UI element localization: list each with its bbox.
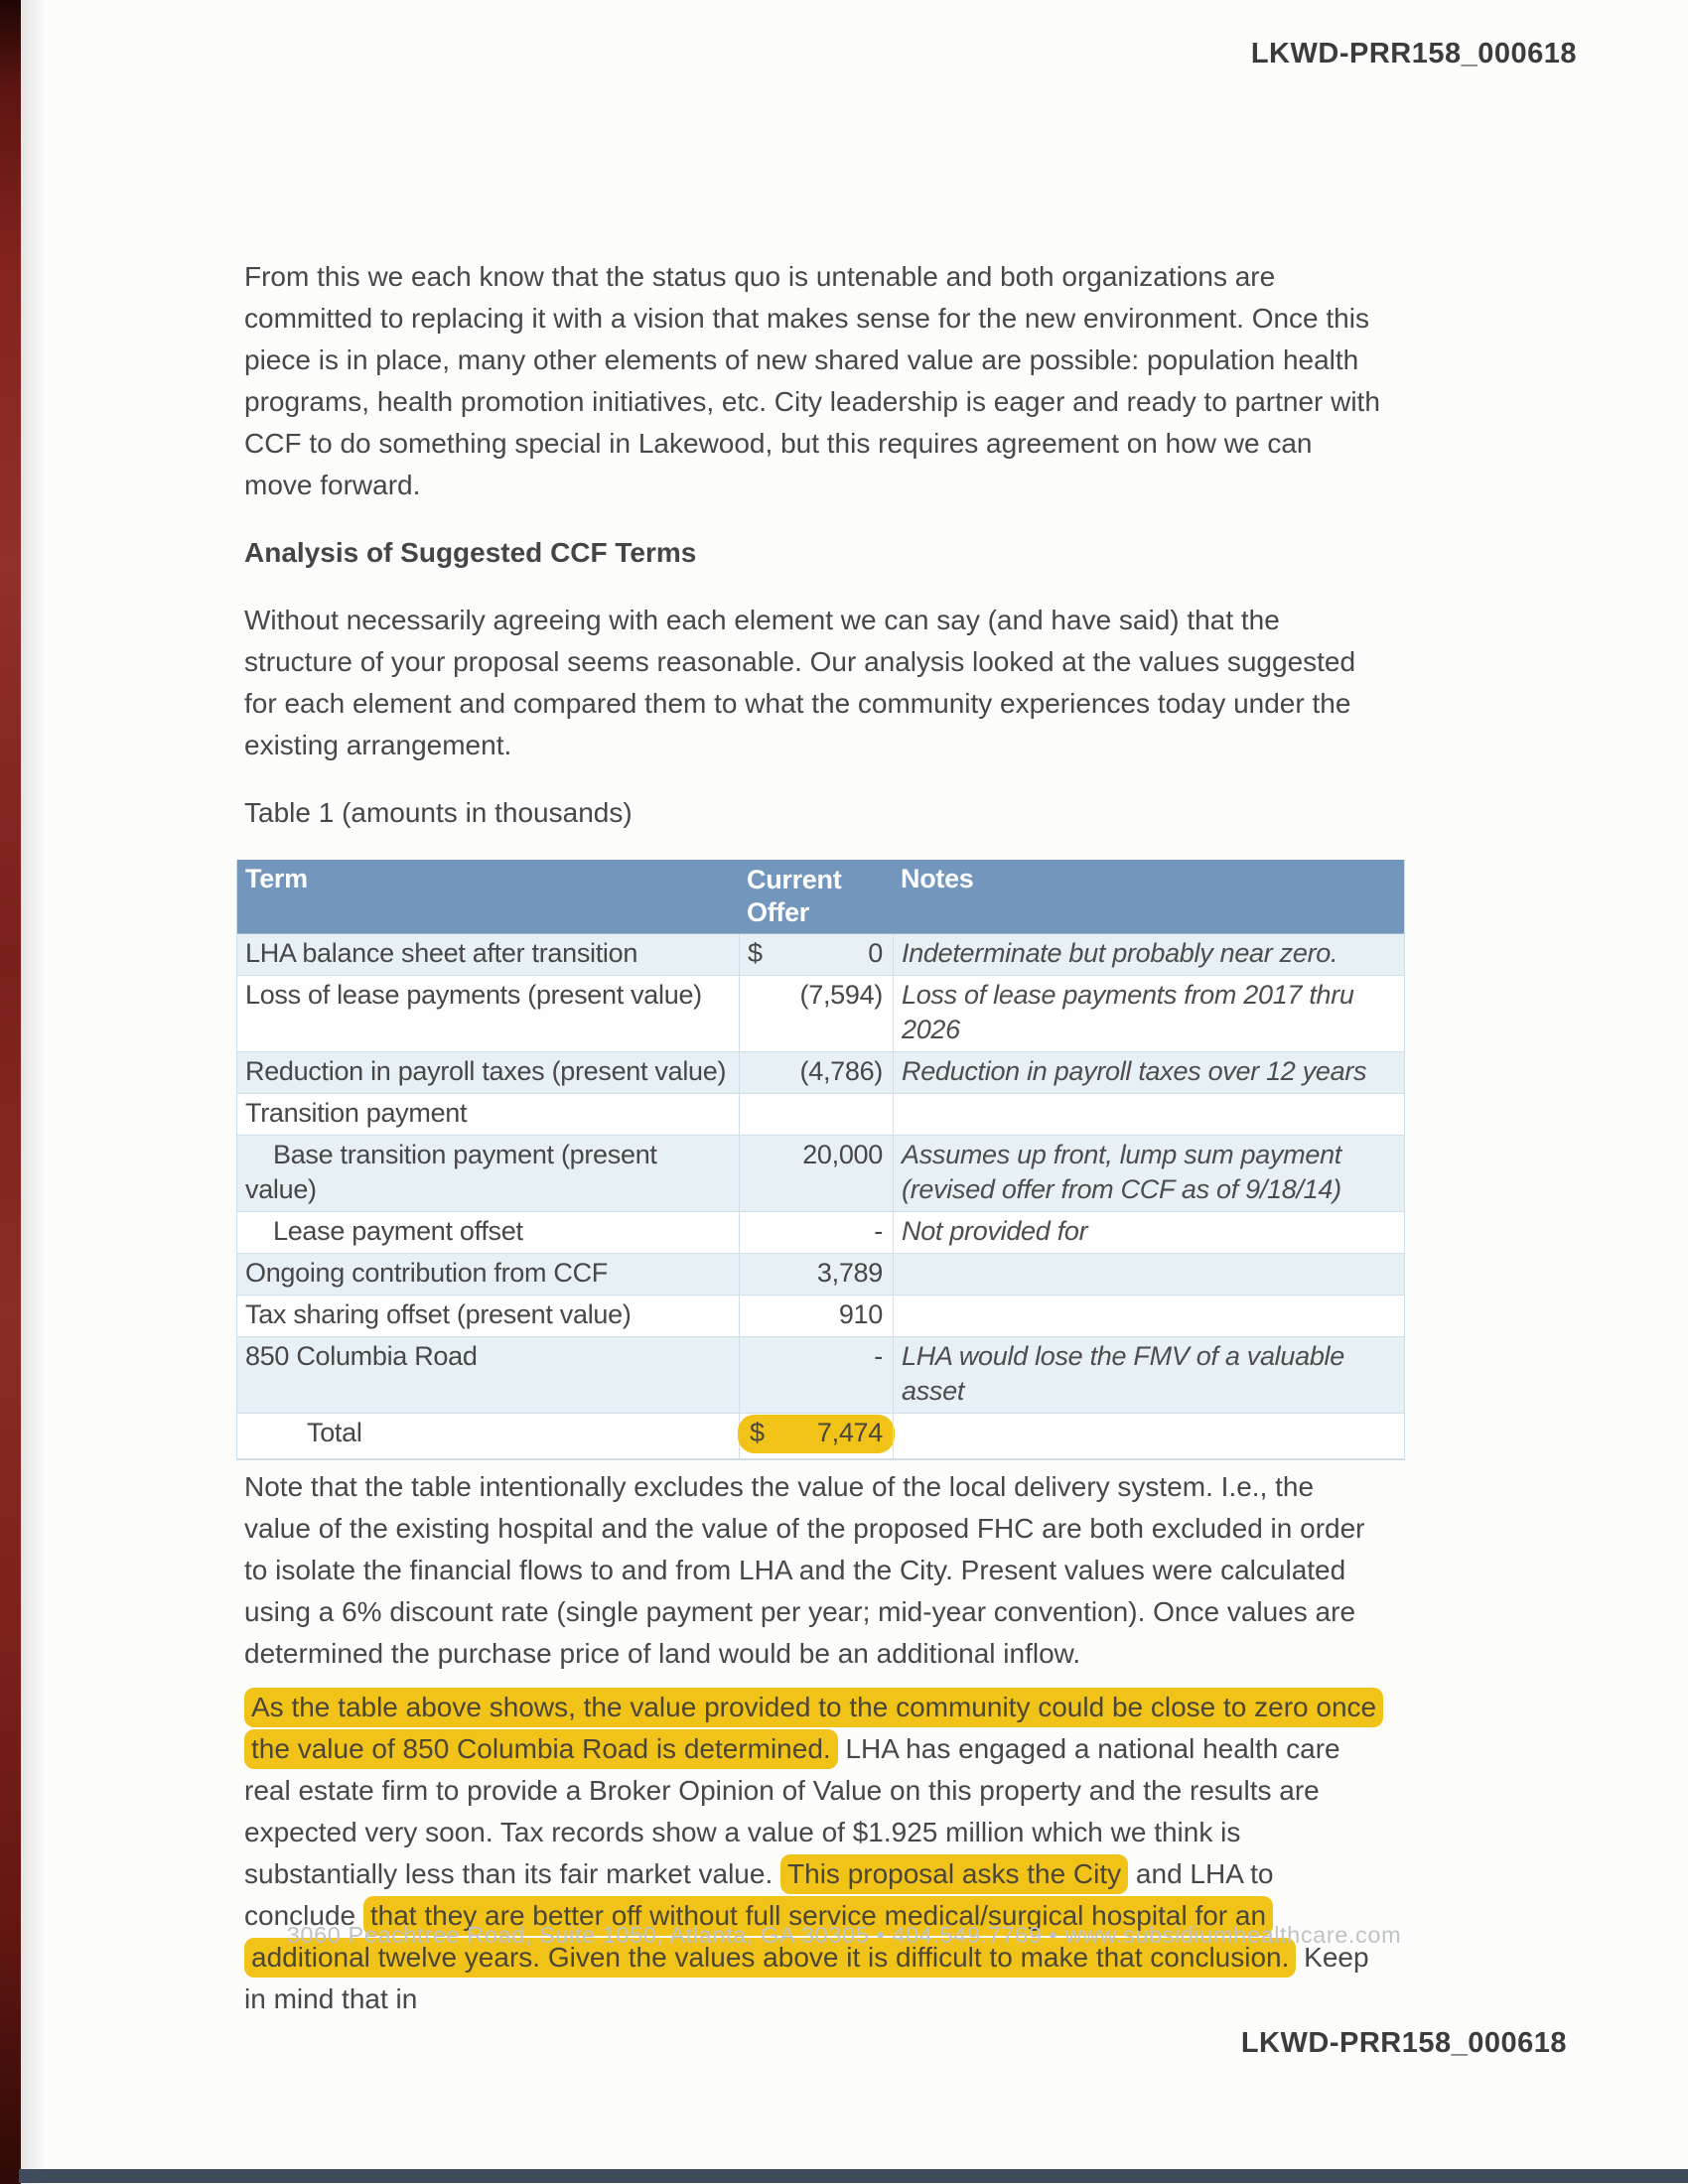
table-row	[237, 1337, 1404, 1414]
text-segment: and LHA to conclude	[244, 1858, 1274, 1931]
current-offer-cell	[739, 1337, 893, 1413]
offer-amount: (7,594)	[799, 980, 883, 1010]
offer-amount: (4,786)	[799, 1056, 883, 1086]
text-segment: LHA has engaged a national health care real estate firm to provide a Broker Opinion of Value on this property and the results are expected very soon. Tax records show a value of $1.925 million which we think is substantially less than its fair market value.	[244, 1733, 1340, 1889]
table-row	[237, 1296, 1404, 1337]
current-offer-cell	[739, 1254, 893, 1295]
currency-symbol: $	[750, 1418, 765, 1447]
table-row	[237, 1254, 1404, 1296]
offer-amount: 0	[868, 938, 883, 968]
term-cell: Lease payment offset	[273, 1216, 523, 1246]
table-row	[237, 1052, 1404, 1094]
table-row	[237, 1212, 1404, 1254]
notes-cell: LHA would lose the FMV of a valuable asset	[893, 1337, 1404, 1413]
total-highlight-pill	[738, 1415, 895, 1453]
notes-cell: Assumes up front, lump sum payment (revised offer from CCF as of 9/18/14)	[893, 1136, 1404, 1211]
footer-address: 3060 Peachtree Road, Suite 1050, Atlanta, GA 30305 • 404.549.7769 • www.subsidiumhealthcare.com	[286, 1922, 1402, 1948]
term-cell: Transition payment	[245, 1098, 468, 1128]
term-cell: Tax sharing offset (present value)	[245, 1299, 632, 1329]
document-body	[244, 256, 1386, 2046]
total-amount: 7,474	[816, 1418, 883, 1447]
table-row	[237, 976, 1404, 1052]
note-paragraph: Note that the table intentionally excludes the value of the local delivery system. I.e., the value of the existing hospital and the value of the proposed FHC are both excluded in order to isolate the financial flows to and from LHA and the City. Present values were calculated using a 6% discount rate (single payment per year; mid-year convention). Once values are determined the purchase price of land would be an additional inflow.	[244, 1471, 1365, 1669]
current-offer-cell	[739, 1212, 893, 1253]
table-row	[237, 934, 1404, 976]
terms-table	[236, 860, 1405, 1460]
term-cell: 850 Columbia Road	[245, 1341, 478, 1371]
offer-amount: 3,789	[816, 1258, 883, 1288]
notes-cell	[893, 1296, 1404, 1336]
bates-number-top: LKWD-PRR158_000618	[1250, 38, 1577, 69]
current-offer-cell	[739, 1414, 893, 1458]
notes-cell: Not provided for	[893, 1212, 1404, 1253]
offer-amount: -	[874, 1216, 883, 1246]
offer-amount	[748, 1096, 883, 1131]
term-cell: Loss of lease payments (present value)	[245, 980, 702, 1010]
notes-cell	[893, 1254, 1404, 1295]
offer-amount: 20,000	[802, 1140, 883, 1169]
current-offer-cell	[739, 976, 893, 1051]
header-cell-current-offer: Current Offer	[747, 865, 842, 927]
table-header-row	[237, 860, 1404, 934]
term-cell: Base transition payment (present value)	[245, 1140, 657, 1204]
current-offer-cell	[739, 1296, 893, 1336]
term-cell: Ongoing contribution from CCF	[245, 1258, 608, 1288]
highlighted-text-segment: This proposal asks the City	[780, 1854, 1128, 1894]
current-offer-cell	[739, 1136, 893, 1211]
section-heading: Analysis of Suggested CCF Terms	[244, 537, 697, 568]
header-cell-notes: Notes	[901, 864, 974, 893]
header-cell-term: Term	[245, 864, 308, 893]
scan-left-shadow	[21, 0, 47, 2184]
bates-number-bottom: LKWD-PRR158_000618	[1240, 2027, 1567, 2059]
notes-cell: Reduction in payroll taxes over 12 years	[893, 1052, 1404, 1093]
closing-paragraph	[244, 1687, 1386, 2020]
notes-cell: Indeterminate but probably near zero.	[893, 934, 1404, 975]
highlighted-text-segment: that they are better off without full service medical/surgical hospital for an additional twelve years. Given the values above it is difficult to make that conclusion.	[244, 1896, 1296, 1978]
table-row	[237, 1136, 1404, 1212]
table-row	[237, 1094, 1404, 1136]
notes-cell: Loss of lease payments from 2017 thru 2026	[893, 976, 1404, 1051]
paragraph-analysis: Without necessarily agreeing with each element we can say (and have said) that the structure of your proposal seems reasonable. Our analysis looked at the values suggested for each element and compared them to what the community experiences today under the existing arrangement.	[244, 605, 1356, 760]
scan-left-edge-artifact	[0, 0, 21, 2184]
table-row	[237, 1414, 1404, 1459]
text-segment: Keep in mind that in	[244, 1942, 1369, 2014]
offer-amount: -	[874, 1341, 883, 1371]
term-cell: Reduction in payroll taxes (present value)	[245, 1056, 727, 1086]
term-cell: LHA balance sheet after transition	[245, 938, 638, 968]
table-caption: Table 1 (amounts in thousands)	[244, 797, 633, 828]
currency-symbol: $	[748, 938, 763, 968]
current-offer-cell	[739, 934, 893, 975]
scan-bottom-bar-artifact	[19, 2169, 1688, 2183]
current-offer-cell	[739, 1052, 893, 1093]
paragraph-intro: From this we each know that the status quo is untenable and both organizations are committed to replacing it with a vision that makes sense for the new environment. Once this piece is in place, many other elements of new shared value are possible: population health programs, health promotion initiatives, etc. City leadership is eager and ready to partner with CCF to do something special in Lakewood, but this requires agreement on how we can move forward.	[244, 261, 1380, 500]
notes-cell	[893, 1094, 1404, 1135]
term-cell: Total	[307, 1418, 362, 1447]
notes-cell	[893, 1414, 1404, 1458]
current-offer-cell	[739, 1094, 893, 1135]
highlighted-text-segment: As the table above shows, the value provided to the community could be close to zero once the value of 850 Columbia Road is determined.	[244, 1688, 1383, 1769]
table-body	[237, 934, 1404, 1459]
offer-amount: 910	[838, 1299, 883, 1329]
